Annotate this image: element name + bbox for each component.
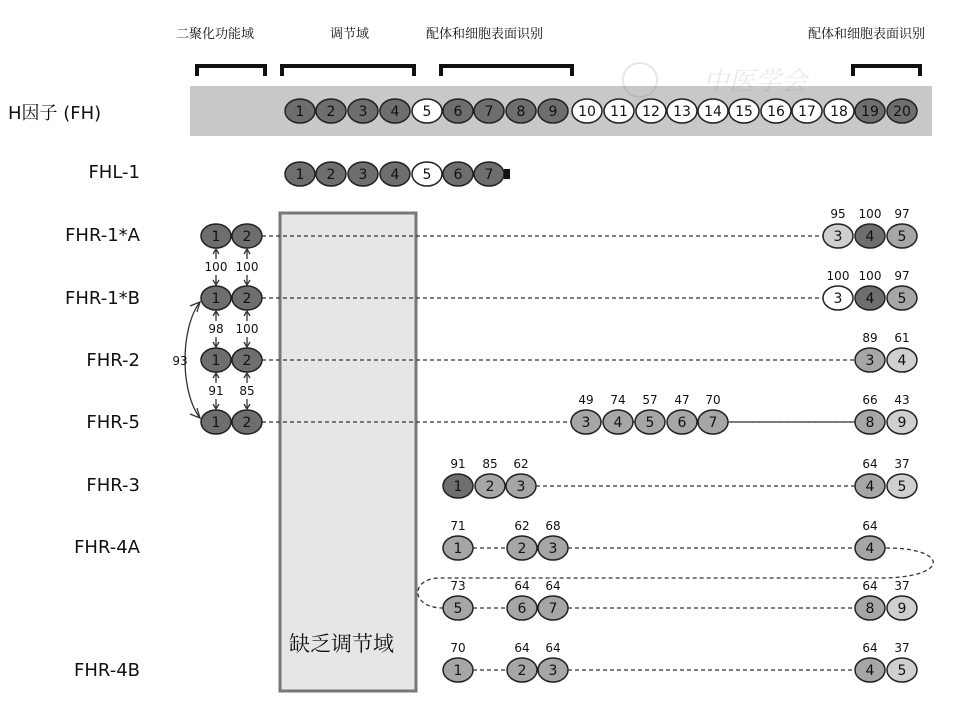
domain-number-fh-5: 5 (422, 104, 432, 120)
domain-number-fhl1-3: 3 (358, 167, 368, 183)
row-label-fhl1: FHL-1 (88, 162, 140, 183)
lacking-regulatory-box (280, 213, 416, 691)
identity-fhr4a-9: 37 (894, 579, 910, 593)
identity-fhr2-3: 89 (862, 331, 878, 345)
identity-fhr4b-5: 37 (894, 641, 910, 655)
identity-fhr5-6: 47 (674, 393, 690, 407)
identity-fhr4a-2: 62 (514, 519, 530, 533)
domain-number-fhl1-5: 5 (422, 167, 432, 183)
row-label-fh: H因子 (FH) (8, 103, 102, 124)
domain-number-fhr5-5: 5 (645, 415, 655, 431)
identity-fhr4a-5: 73 (450, 579, 466, 593)
domain-number-fhr4a-5: 5 (453, 601, 463, 617)
domain-number-fhr1a-1: 1 (211, 229, 221, 245)
row-label-fhr2: FHR-2 (86, 350, 140, 371)
identity-value-fhr1a-fhr1b-1: 100 (235, 260, 259, 274)
domain-number-fhr4a-3: 3 (548, 541, 558, 557)
identity-fhr1a-5: 97 (894, 207, 910, 221)
row-label-fhr1a: FHR-1*A (65, 225, 140, 246)
domain-number-fhr1b-2: 2 (242, 291, 252, 307)
row-label-fhr5: FHR-5 (86, 412, 140, 433)
identity-fhr1a-4: 100 (858, 207, 882, 221)
domain-number-fh-16: 16 (767, 104, 785, 120)
domain-number-fhr1b-1: 1 (211, 291, 221, 307)
domain-number-fhl1-2: 2 (326, 167, 336, 183)
domain-number-fhr3-5: 5 (897, 479, 907, 495)
domain-number-fhr4a-2: 2 (517, 541, 527, 557)
row-label-fhr1b: FHR-1*B (65, 288, 140, 309)
identity-fhr5-4: 74 (610, 393, 626, 407)
row-label-fhr4b: FHR-4B (74, 660, 140, 681)
identity-fhr2-4: 61 (894, 331, 910, 345)
domain-number-fhl1-7: 7 (484, 167, 494, 183)
domain-number-fhr1a-3: 3 (833, 229, 843, 245)
identity-fhr4b-2: 64 (514, 641, 530, 655)
domain-number-fhr4a-4: 4 (865, 541, 875, 557)
domain-number-fh-10: 10 (578, 104, 596, 120)
identity-fhr1b-5: 97 (894, 269, 910, 283)
domain-number-fhr2-4: 4 (897, 353, 907, 369)
domain-number-fhr4a-8: 8 (865, 601, 875, 617)
domain-number-fhr4a-9: 9 (897, 601, 907, 617)
domain-number-fhl1-6: 6 (453, 167, 463, 183)
domain-number-fh-17: 17 (798, 104, 816, 120)
domain-number-fhl1-1: 1 (295, 167, 305, 183)
identity-fhr5-5: 57 (642, 393, 658, 407)
domain-number-fhr5-3: 3 (581, 415, 591, 431)
domain-number-fhr2-2: 2 (242, 353, 252, 369)
domain-number-fh-11: 11 (610, 104, 628, 120)
header-dimerization-domain: 二聚化功能域 (176, 27, 255, 42)
domain-number-fh-14: 14 (704, 104, 722, 120)
domain-number-fh-20: 20 (893, 104, 911, 120)
domain-number-fh-13: 13 (673, 104, 691, 120)
identity-fhr5-8: 66 (862, 393, 878, 407)
header-ligand-recognition-1: 配体和细胞表面识别 (426, 27, 544, 42)
identity-fhr5-9: 43 (894, 393, 910, 407)
domain-number-fhr5-8: 8 (865, 415, 875, 431)
domain-number-fhr4a-6: 6 (517, 601, 527, 617)
domain-number-fhr1b-3: 3 (833, 291, 843, 307)
domain-number-fhr4a-7: 7 (548, 601, 558, 617)
identity-fhr4a-6: 64 (514, 579, 530, 593)
domain-number-fh-8: 8 (516, 104, 526, 120)
lacking-regulatory-domain-label: 缺乏调节域 (289, 632, 394, 656)
identity-fhr3-5: 37 (894, 457, 910, 471)
domain-number-fhr2-3: 3 (865, 353, 875, 369)
domain-number-fhr3-2: 2 (485, 479, 495, 495)
domain-number-fhl1-4: 4 (390, 167, 400, 183)
domain-number-fh-6: 6 (453, 104, 463, 120)
identity-fhr1b-3: 100 (826, 269, 850, 283)
domain-number-fhr5-1: 1 (211, 415, 221, 431)
domain-number-fh-18: 18 (830, 104, 848, 120)
header-regulatory-domain: 调节域 (330, 27, 370, 42)
domain-number-fhr4b-3: 3 (548, 663, 558, 679)
domain-number-fhr1a-2: 2 (242, 229, 252, 245)
identity-fhr4b-1: 70 (450, 641, 466, 655)
identity-value-fhr1b-fhr5: 93 (172, 354, 188, 368)
domain-number-fh-2: 2 (326, 104, 336, 120)
identity-fhr1b-4: 100 (858, 269, 882, 283)
domain-number-fhr3-3: 3 (516, 479, 526, 495)
identity-fhr4a-3: 68 (545, 519, 561, 533)
domain-number-fhr3-1: 1 (453, 479, 463, 495)
domain-number-fhr3-4: 4 (865, 479, 875, 495)
domain-number-fh-1: 1 (295, 104, 305, 120)
domain-number-fh-19: 19 (861, 104, 879, 120)
identity-fhr4a-8: 64 (862, 579, 878, 593)
domain-number-fhr5-2: 2 (242, 415, 252, 431)
domain-number-fhr4a-1: 1 (453, 541, 463, 557)
domain-number-fhr1a-5: 5 (897, 229, 907, 245)
identity-fhr3-4: 64 (862, 457, 878, 471)
domain-number-fh-4: 4 (390, 104, 400, 120)
identity-fhr4b-4: 64 (862, 641, 878, 655)
domain-number-fhr1b-4: 4 (865, 291, 875, 307)
domain-number-fhr4b-1: 1 (453, 663, 463, 679)
row-label-fhr3: FHR-3 (86, 475, 140, 496)
identity-value-fhr1a-fhr1b-0: 100 (204, 260, 228, 274)
identity-value-fhr2-fhr5-1: 85 (239, 384, 255, 398)
identity-fhr5-3: 49 (578, 393, 594, 407)
watermark-text: 中医学会 (702, 67, 808, 97)
identity-fhr4b-3: 64 (545, 641, 561, 655)
identity-fhr3-2: 85 (482, 457, 498, 471)
domain-number-fhr1a-4: 4 (865, 229, 875, 245)
domain-number-fh-9: 9 (548, 104, 558, 120)
identity-fhr5-7: 70 (705, 393, 721, 407)
bracket-dimerization (197, 66, 265, 76)
bracket-regulatory (282, 66, 414, 76)
identity-value-fhr1b-fhr2-1: 100 (235, 322, 259, 336)
row-label-fhr4a: FHR-4A (74, 537, 140, 558)
identity-value-fhr2-fhr5-0: 91 (208, 384, 224, 398)
identity-fhr1a-3: 95 (830, 207, 846, 221)
watermark-logo (623, 63, 810, 97)
identity-value-fhr1b-fhr2-0: 98 (208, 322, 224, 336)
domain-number-fhr1b-5: 5 (897, 291, 907, 307)
domain-number-fhr2-1: 1 (211, 353, 221, 369)
domain-number-fh-3: 3 (358, 104, 368, 120)
identity-fhr4a-1: 71 (450, 519, 466, 533)
domain-number-fhr5-9: 9 (897, 415, 907, 431)
domain-number-fhr5-4: 4 (613, 415, 623, 431)
identity-fhr3-1: 91 (450, 457, 466, 471)
domain-number-fhr4b-2: 2 (517, 663, 527, 679)
bracket-ligand-1 (441, 66, 572, 76)
identity-fhr3-3: 62 (513, 457, 529, 471)
domain-number-fhr4b-4: 4 (865, 663, 875, 679)
domain-number-fh-12: 12 (642, 104, 660, 120)
domain-number-fhr5-6: 6 (677, 415, 687, 431)
domain-number-fhr5-7: 7 (708, 415, 718, 431)
header-ligand-recognition-2: 配体和细胞表面识别 (808, 27, 926, 42)
fhl1-tail (504, 169, 510, 179)
domain-number-fh-7: 7 (484, 104, 494, 120)
identity-fhr4a-7: 64 (545, 579, 561, 593)
domain-number-fhr4b-5: 5 (897, 663, 907, 679)
identity-fhr4a-4: 64 (862, 519, 878, 533)
bracket-ligand-2 (853, 66, 920, 76)
domain-number-fh-15: 15 (735, 104, 753, 120)
linker-fhr4a-wrap (418, 548, 933, 608)
